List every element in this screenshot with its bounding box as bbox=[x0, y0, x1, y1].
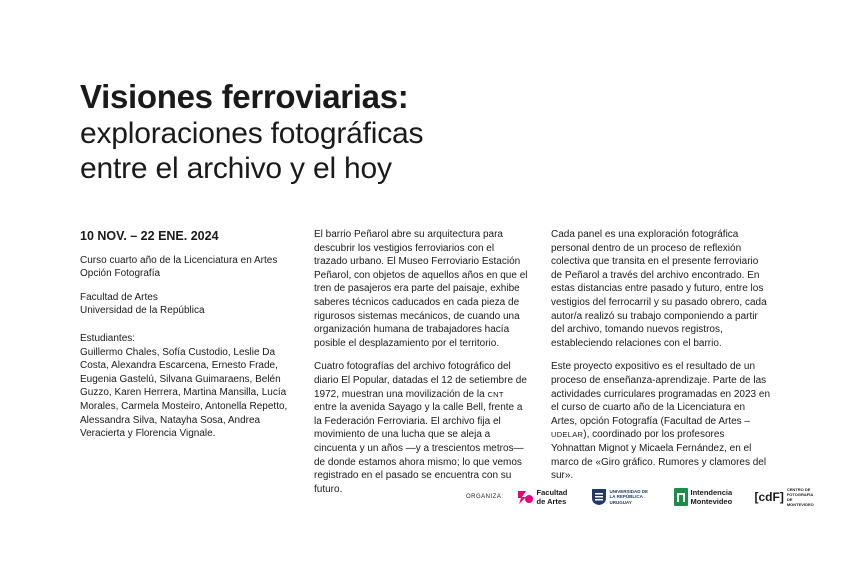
text-column-middle bbox=[314, 228, 528, 506]
title-main: Visiones ferroviarias: bbox=[80, 78, 409, 115]
info-column bbox=[80, 230, 290, 451]
cdf-text: CENTRO DE FOTOGRAFÍA DE MONTEVIDEO bbox=[786, 487, 814, 507]
paragraph-proyecto-a: Este proyecto expositivo es el resultado de un proceso de enseñanza-aprendizaje. Parte de las actividades curriculares programadas en 2023 en el curso de cuarto año de la Licenciatura en Artes, opción Fotografía (Facultad de Artes – bbox=[551, 361, 771, 427]
faculty-line1: Facultad de Artes bbox=[80, 291, 158, 303]
organiza-label: ORGANIZA: bbox=[466, 494, 504, 500]
paragraph-archivo-b: entre la avenida Sayago y la calle Bell, frente a la Federación Ferroviaria. El archivo fija el movimiento de una lucha que se aleja a cincuenta y un años —y a trescientos metros— de donde estamos ahora mismo; lo que vemos registrado en el pasado se encuentra con su futuro. bbox=[314, 402, 524, 495]
logo-intendencia bbox=[674, 488, 735, 506]
facultad-artes-text: Facultad de Artes bbox=[536, 488, 568, 506]
students-label: Estudiantes: bbox=[80, 332, 136, 344]
students-list: Guillermo Chales, Sofía Custodio, Leslie Da Costa, Alexandra Escarcena, Ernesto Frade, Eugenia Gastelú, Silvana Guimaraens, Belén Guzzo, Karen Herrera, Martina Mansilla, Lucía Morales, Carmela Mosteiro, Antonella Repetto, Alessandra Silva, Natayha Sosa, Andrea Veracierta y Florencia Vignale. bbox=[80, 346, 288, 440]
organizers-logos bbox=[466, 484, 814, 510]
title-subtitle-line2: entre el archivo y el hoy bbox=[80, 152, 392, 185]
faculty-line2: Universidad de la República bbox=[80, 305, 205, 317]
udelar-shield-icon bbox=[591, 488, 607, 506]
paragraph-panel: Cada panel es una exploración fotográfica personal dentro de un proceso de reflexión colectiva que transita en el presente ferroviario de Peñarol a través del archivo encontrado. En estas distancias entre pasado y futuro, entre los vestigios del ferrocarril y su pasado obrero, cada autor/a realizó su trabajo componiendo a partir del archivo, tomando nuevos registros, estableciendo relaciones con el barrio. bbox=[551, 229, 767, 349]
paragraph-proyecto-b: ), coordinado por los profesores Yohnattan Mignot y Micaela Fernández, en el marco de «Giro gráfico. Rumores y clamores del sur». bbox=[551, 429, 767, 482]
logo-udelar bbox=[591, 488, 654, 506]
paragraph-archivo-a: Cuatro fotografías del archivo fotográfico del diario El Popular, datadas el 12 de setiembre de 1972, muestran una movilización de la bbox=[314, 361, 527, 400]
udelar-acronym: UDELAR bbox=[551, 430, 584, 440]
paragraph-archivo bbox=[314, 360, 528, 496]
exhibition-dates: 10 NOV. – 22 ENE. 2024 bbox=[80, 229, 219, 243]
udelar-text: UNIVERSIDAD DE LA REPÚBLICA URUGUAY bbox=[609, 488, 649, 505]
course-info bbox=[80, 254, 290, 281]
course-line2: Opción Fotografía bbox=[80, 268, 161, 280]
title-subtitle-line1: exploraciones fotográficas bbox=[80, 117, 424, 150]
text-column-right bbox=[551, 228, 771, 493]
course-line1: Curso cuarto año de la Licenciatura en Artes bbox=[80, 254, 278, 266]
faculty-info bbox=[80, 291, 290, 318]
cdf-mark: [cdF] bbox=[754, 490, 784, 504]
paragraph-proyecto bbox=[551, 360, 771, 482]
title-block bbox=[80, 78, 600, 186]
cnt-acronym: CNT bbox=[487, 389, 504, 399]
intendencia-text: Intendencia Montevideo bbox=[690, 488, 733, 506]
logo-facultad-artes bbox=[516, 488, 571, 506]
students-block bbox=[80, 332, 290, 441]
intendencia-icon bbox=[674, 488, 688, 506]
facultad-artes-icon bbox=[516, 488, 534, 506]
logo-cdf bbox=[755, 487, 819, 507]
paragraph-barrio: El barrio Peñarol abre su arquitectura para descubrir los vestigios ferroviarios con el trazado urbano. El Museo Ferroviario Estación Peñarol, con objetos de aquellos años en que el tren de pasajeros era parte del paisaje, exhibe saberes técnicos caducados en cada pieza de rigurosos sistemas mecánicos, de cuando una organización humana de trabajadores hacía posible el desplazamiento por el territorio. bbox=[314, 229, 528, 349]
